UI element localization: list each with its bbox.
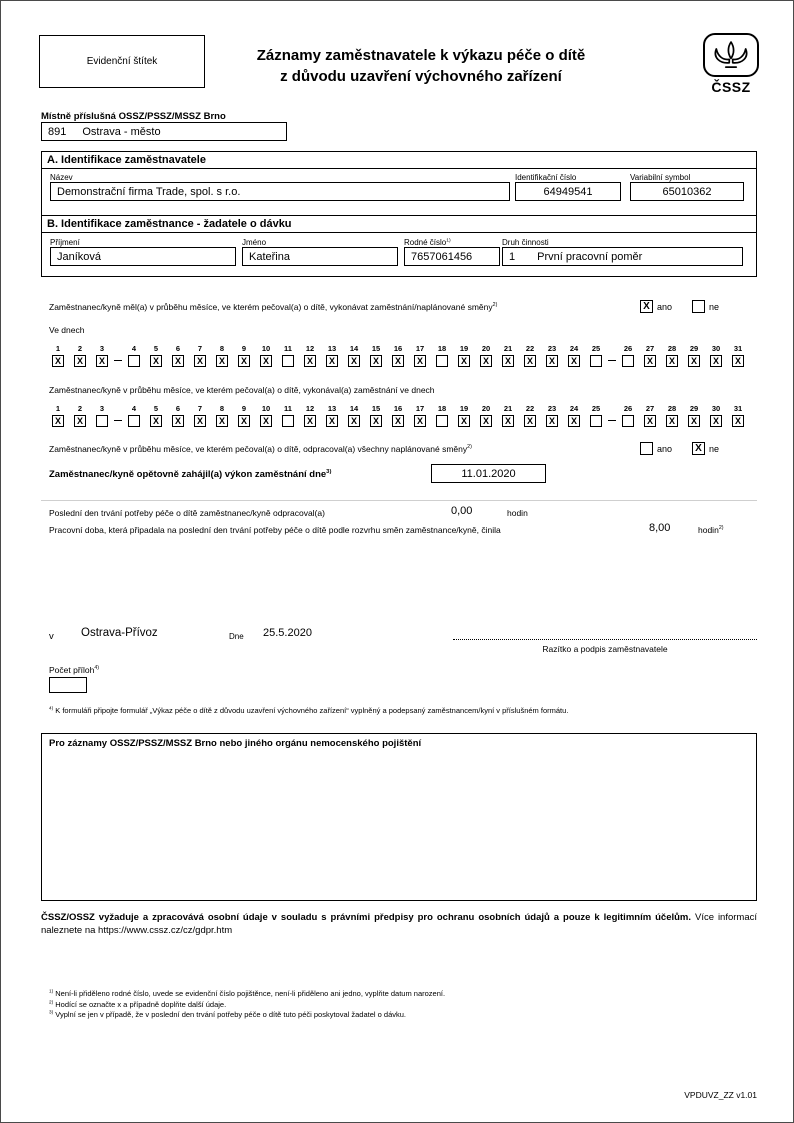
q-all-shifts-ano-checkbox[interactable] <box>640 442 653 455</box>
day-number: 20 <box>481 404 491 413</box>
section-a <box>41 151 757 216</box>
day-cell <box>123 404 145 427</box>
rodne-cislo-label <box>404 238 451 247</box>
day-checkbox[interactable]: X <box>688 355 700 367</box>
day-cell <box>387 344 409 367</box>
day-cell <box>519 344 541 367</box>
day-checkbox[interactable] <box>590 415 602 427</box>
day-checkbox[interactable]: X <box>238 415 250 427</box>
day-number: 25 <box>591 404 601 413</box>
ossz-name: Ostrava - město <box>82 125 161 138</box>
form-version: VPDUVZ_ZZ v1.01 <box>684 1090 757 1100</box>
day-number: 27 <box>645 344 655 353</box>
records-box-title: Pro záznamy OSSZ/PSSZ/MSSZ Brno nebo jiného orgánu nemocenského pojištění <box>49 738 422 749</box>
footnote-2-sup: 2) <box>49 999 54 1004</box>
druh-cinnosti-field[interactable] <box>502 247 743 266</box>
day-checkbox[interactable]: X <box>414 415 426 427</box>
day-cell <box>91 344 113 367</box>
footnote-1 <box>49 989 749 1000</box>
q-planned-text-main: Zaměstnanec/kyně měl(a) v průběhu měsíce, ve kterém pečoval(a) o dítě, vykonávat zaměstnání/naplánované směny <box>49 301 493 312</box>
day-checkbox[interactable]: X <box>666 355 678 367</box>
day-cell <box>211 344 233 367</box>
day-cell <box>705 404 727 427</box>
day-cell <box>617 404 639 427</box>
day-cell <box>453 344 475 367</box>
section-a-title: A. Identifikace zaměstnavatele <box>42 152 756 169</box>
day-checkbox[interactable]: X <box>260 415 272 427</box>
day-checkbox[interactable]: X <box>392 415 404 427</box>
day-separator <box>607 344 617 367</box>
day-number: 27 <box>645 404 655 413</box>
day-checkbox[interactable]: X <box>326 355 338 367</box>
day-cell <box>299 344 321 367</box>
day-checkbox[interactable]: X <box>644 355 656 367</box>
day-number: 3 <box>99 344 105 353</box>
day-number: 4 <box>131 344 137 353</box>
q-planned-ne-label: ne <box>708 301 719 312</box>
day-checkbox[interactable] <box>282 355 294 367</box>
day-checkbox[interactable] <box>96 415 108 427</box>
day-number: 13 <box>327 344 337 353</box>
attachments-note-text: K formuláři připojte formulář „Výkaz péče o dítě z důvodu uzavření výchovného zařízení“ vyplněný a podepsaný zaměstnancem/kyní v příslušném formátu. <box>55 706 569 715</box>
hours-worked-unit: hodin <box>507 508 528 518</box>
resume-label-text: Zaměstnanec/kyně opětovně zahájil(a) výkon zaměstnání dne <box>49 469 327 480</box>
day-number: 23 <box>547 344 557 353</box>
hours-scheduled-text: Pracovní doba, která připadala na poslední den trvání potřeby péče o dítě podle rozvrhu směn zaměstnance/kyně, činila <box>49 525 501 535</box>
day-cell <box>47 404 69 427</box>
day-checkbox[interactable] <box>436 415 448 427</box>
day-number: 29 <box>689 404 699 413</box>
day-checkbox[interactable] <box>590 355 602 367</box>
day-checkbox[interactable]: X <box>348 355 360 367</box>
evidence-label-box <box>39 35 205 88</box>
rodne-cislo-field[interactable] <box>404 247 500 266</box>
day-number: 31 <box>733 344 743 353</box>
day-cell <box>365 344 387 367</box>
hours-scheduled-unit <box>698 525 724 535</box>
day-checkbox[interactable]: X <box>52 415 64 427</box>
day-cell <box>661 404 683 427</box>
day-checkbox[interactable]: X <box>74 355 86 367</box>
day-checkbox[interactable]: X <box>74 415 86 427</box>
day-number: 12 <box>305 404 315 413</box>
day-number: 8 <box>219 404 225 413</box>
day-number: 22 <box>525 344 535 353</box>
resume-sup: 3) <box>326 468 332 475</box>
day-cell <box>541 344 563 367</box>
section-divider <box>41 500 757 501</box>
day-cell <box>69 404 91 427</box>
day-cell <box>167 404 189 427</box>
day-separator <box>607 404 617 427</box>
page-title-line1: Záznamy zaměstnavatele k výkazu péče o dítě <box>256 47 586 64</box>
day-cell <box>585 404 607 427</box>
day-checkbox[interactable]: X <box>370 415 382 427</box>
day-checkbox[interactable]: X <box>546 355 558 367</box>
day-number: 2 <box>77 404 83 413</box>
day-number: 6 <box>175 344 181 353</box>
day-cell <box>727 404 749 427</box>
section-b-title: B. Identifikace zaměstnance - žadatele o dávku <box>42 216 756 233</box>
footnote-2 <box>49 1000 749 1011</box>
attachments-note <box>49 706 749 717</box>
day-cell <box>617 344 639 367</box>
day-checkbox[interactable]: X <box>732 415 744 427</box>
day-cell <box>431 404 453 427</box>
druh-cinnosti-value: První pracovní poměr <box>537 250 643 263</box>
footnote-2-text: Hodící se označte x a případně doplňte další údaje. <box>55 999 227 1009</box>
day-checkbox[interactable]: X <box>172 415 184 427</box>
day-checkbox[interactable]: X <box>710 355 722 367</box>
day-cell <box>585 344 607 367</box>
day-checkbox[interactable]: X <box>52 355 64 367</box>
gdpr-notice <box>41 911 757 937</box>
ic-field[interactable] <box>515 182 621 201</box>
day-number: 21 <box>503 344 513 353</box>
resume-date-field[interactable] <box>431 464 546 483</box>
ossz-field[interactable] <box>41 122 287 141</box>
day-checkbox[interactable] <box>622 415 634 427</box>
day-number: 12 <box>305 344 315 353</box>
day-number: 2 <box>77 344 83 353</box>
day-cell <box>683 344 705 367</box>
day-number: 15 <box>371 344 381 353</box>
q-all-shifts-text-main: Zaměstnanec/kyně v průběhu měsíce, ve kterém pečoval(a) o dítě, odpracoval(a) všechny naplánované směny <box>49 443 468 454</box>
rodne-cislo-sup: 1) <box>446 238 451 244</box>
day-number: 31 <box>733 404 743 413</box>
footnote-1-sup: 1) <box>49 988 54 994</box>
hours-scheduled-unit-sup: 2) <box>718 525 724 532</box>
day-cell <box>321 344 343 367</box>
day-cell <box>563 404 585 427</box>
day-checkbox[interactable]: X <box>194 415 206 427</box>
prijmeni-label: Příjmení <box>50 238 80 247</box>
attachments-note-sup: 4) <box>49 705 54 711</box>
footnote-3 <box>49 1010 749 1021</box>
day-number: 30 <box>711 344 721 353</box>
stamp-signature-line <box>453 630 757 640</box>
day-checkbox[interactable] <box>128 415 140 427</box>
day-number: 19 <box>459 404 469 413</box>
day-cell <box>321 404 343 427</box>
attachments-label <box>49 665 99 675</box>
nazev-label: Název <box>50 173 73 182</box>
day-checkbox[interactable] <box>436 355 448 367</box>
day-cell <box>497 404 519 427</box>
day-checkbox[interactable]: X <box>304 355 316 367</box>
hours-scheduled-value: 8,00 <box>649 522 671 534</box>
day-checkbox[interactable]: X <box>370 355 382 367</box>
day-number: 24 <box>569 344 579 353</box>
day-cell <box>299 404 321 427</box>
day-cell <box>343 344 365 367</box>
day-cell <box>639 404 661 427</box>
gdpr-more-info: Více informací naleznete na https://www.cssz.cz/cz/gdpr.htm <box>41 912 758 936</box>
nazev-field[interactable] <box>50 182 510 201</box>
q-planned-sup: 2) <box>492 301 498 308</box>
day-separator <box>113 344 123 367</box>
q-planned-text <box>49 302 497 312</box>
day-checkbox[interactable]: X <box>502 415 514 427</box>
q-worked-text: Zaměstnanec/kyně v průběhu měsíce, ve kterém pečoval(a) o dítě, vykonával(a) zaměstnání ve dnech <box>49 385 435 395</box>
ve-dnech-label: Ve dnech <box>49 325 85 335</box>
day-number: 30 <box>711 404 721 413</box>
day-checkbox[interactable] <box>128 355 140 367</box>
day-number: 17 <box>415 344 425 353</box>
day-number: 14 <box>349 344 359 353</box>
tulip-icon <box>712 40 750 70</box>
day-cell <box>189 404 211 427</box>
day-number: 5 <box>153 344 159 353</box>
day-checkbox[interactable]: X <box>348 415 360 427</box>
day-number: 28 <box>667 344 677 353</box>
day-number: 18 <box>437 344 447 353</box>
q-all-shifts-answers <box>640 442 719 455</box>
page-title-line2: z důvodu uzavření výchovného zařízení <box>280 68 562 85</box>
vs-label: Variabilní symbol <box>630 173 691 182</box>
day-number: 26 <box>623 344 633 353</box>
day-number: 7 <box>197 344 203 353</box>
day-checkbox[interactable]: X <box>568 415 580 427</box>
day-number: 29 <box>689 344 699 353</box>
q-all-shifts-ne-checkbox[interactable]: X <box>692 442 705 455</box>
druh-cinnosti-label: Druh činnosti <box>502 238 549 247</box>
day-cell <box>233 344 255 367</box>
day-cell <box>683 404 705 427</box>
day-cell <box>189 344 211 367</box>
day-cell <box>541 404 563 427</box>
hours-worked-value: 0,00 <box>451 505 473 517</box>
q-all-shifts-sup: 2) <box>467 443 472 450</box>
day-cell <box>431 344 453 367</box>
day-number: 16 <box>393 404 403 413</box>
day-cell <box>211 404 233 427</box>
day-number: 10 <box>261 404 271 413</box>
footnote-3-sup: 3) <box>49 1009 54 1015</box>
day-cell <box>343 404 365 427</box>
day-cell <box>727 344 749 367</box>
day-checkbox[interactable] <box>282 415 294 427</box>
day-cell <box>69 344 91 367</box>
day-number: 15 <box>371 404 381 413</box>
day-cell <box>497 344 519 367</box>
day-cell <box>47 344 69 367</box>
day-number: 28 <box>667 404 677 413</box>
attachments-sup: 4) <box>94 665 100 672</box>
date-value: 25.5.2020 <box>263 627 312 639</box>
day-checkbox[interactable]: X <box>688 415 700 427</box>
records-box <box>41 733 757 901</box>
jmeno-value: Kateřina <box>249 250 290 263</box>
day-number: 8 <box>219 344 225 353</box>
rodne-cislo-value: 7657061456 <box>411 250 473 263</box>
day-number: 9 <box>241 404 247 413</box>
day-checkbox[interactable]: X <box>524 415 536 427</box>
day-number: 22 <box>525 404 535 413</box>
date-label: Dne <box>229 632 244 641</box>
day-checkbox[interactable]: X <box>172 355 184 367</box>
stamp-signature-label: Razítko a podpis zaměstnavatele <box>542 644 668 654</box>
q-planned-ano-checkbox[interactable]: X <box>640 300 653 313</box>
day-number: 20 <box>481 344 491 353</box>
day-cell <box>661 344 683 367</box>
day-checkbox[interactable]: X <box>480 355 492 367</box>
day-cell <box>277 404 299 427</box>
day-checkbox[interactable]: X <box>304 415 316 427</box>
day-checkbox[interactable]: X <box>216 415 228 427</box>
day-number: 25 <box>591 344 601 353</box>
resume-label <box>49 469 331 480</box>
q-planned-ano-label: ano <box>656 301 672 312</box>
day-checkbox[interactable]: X <box>546 415 558 427</box>
day-checkbox[interactable]: X <box>524 355 536 367</box>
cssz-logo-frame <box>703 33 759 77</box>
day-number: 23 <box>547 404 557 413</box>
day-checkbox[interactable]: X <box>458 355 470 367</box>
ic-label: Identifikační číslo <box>515 173 577 182</box>
day-checkbox[interactable]: X <box>194 355 206 367</box>
day-cell <box>705 344 727 367</box>
day-number: 21 <box>503 404 513 413</box>
place-prefix-label: v <box>49 631 54 642</box>
planned-days-grid <box>47 344 749 367</box>
day-checkbox[interactable]: X <box>216 355 228 367</box>
day-number: 7 <box>197 404 203 413</box>
footnotes <box>49 989 749 1021</box>
day-checkbox[interactable]: X <box>392 355 404 367</box>
footnote-1-text: Není-li přiděleno rodné číslo, uvede se evidenční číslo pojištěnce, není-li přiděleno ani jedno, vyplňte datum narození. <box>55 989 446 998</box>
day-checkbox[interactable]: X <box>644 415 656 427</box>
day-cell <box>91 404 113 427</box>
day-cell <box>519 404 541 427</box>
cssz-logo <box>702 33 760 95</box>
day-cell <box>277 344 299 367</box>
ic-value: 64949541 <box>543 185 593 198</box>
day-checkbox[interactable]: X <box>710 415 722 427</box>
day-cell <box>145 344 167 367</box>
day-checkbox[interactable]: X <box>150 415 162 427</box>
day-number: 19 <box>459 344 469 353</box>
place-value: Ostrava-Přívoz <box>81 627 158 639</box>
day-cell <box>475 344 497 367</box>
day-cell <box>365 404 387 427</box>
attachments-label-text: Počet příloh <box>49 665 95 675</box>
day-number: 1 <box>55 344 61 353</box>
q-all-shifts-text <box>49 444 472 454</box>
prijmeni-field[interactable] <box>50 247 236 266</box>
day-number: 11 <box>284 404 292 413</box>
day-number: 3 <box>99 404 105 413</box>
day-cell <box>409 344 431 367</box>
day-checkbox[interactable] <box>622 355 634 367</box>
day-number: 4 <box>131 404 137 413</box>
day-checkbox[interactable]: X <box>502 355 514 367</box>
day-number: 17 <box>415 404 425 413</box>
day-checkbox[interactable]: X <box>238 355 250 367</box>
q-planned-answers <box>640 300 719 313</box>
day-cell <box>167 344 189 367</box>
jmeno-field[interactable] <box>242 247 398 266</box>
q-planned-row <box>49 300 719 313</box>
day-checkbox[interactable]: X <box>458 415 470 427</box>
q-all-shifts-ano-label: ano <box>656 443 672 454</box>
day-separator <box>113 404 123 427</box>
day-number: 18 <box>437 404 447 413</box>
resume-date-value: 11.01.2020 <box>461 467 516 480</box>
jmeno-label: Jméno <box>242 238 267 247</box>
day-cell <box>123 344 145 367</box>
day-number: 14 <box>349 404 359 413</box>
ossz-label: Místně příslušná OSSZ/PSSZ/MSSZ Brno <box>41 111 226 122</box>
day-number: 26 <box>623 404 633 413</box>
vs-field[interactable] <box>630 182 744 201</box>
gdpr-bold-text: ČSSZ/OSSZ vyžaduje a zpracovává osobní údaje v souladu s právními předpisy pro ochranu osobních údajů a pouze k legitimním účelům. <box>41 912 692 923</box>
day-cell <box>639 344 661 367</box>
day-cell <box>255 344 277 367</box>
day-number: 9 <box>241 344 247 353</box>
q-all-shifts-row <box>49 442 719 455</box>
day-number: 11 <box>284 344 292 353</box>
day-cell <box>475 404 497 427</box>
cssz-logo-text: ČSSZ <box>711 79 751 95</box>
evidence-label: Evidenční štítek <box>86 56 158 67</box>
attachments-count-field[interactable] <box>49 677 87 693</box>
vs-value: 65010362 <box>662 185 712 198</box>
day-cell <box>145 404 167 427</box>
day-checkbox[interactable]: X <box>414 355 426 367</box>
day-cell <box>255 404 277 427</box>
day-number: 6 <box>175 404 181 413</box>
druh-cinnosti-code: 1 <box>509 250 516 263</box>
q-all-shifts-ne-label: ne <box>708 443 719 454</box>
worked-days-grid <box>47 404 749 427</box>
day-checkbox[interactable]: X <box>568 355 580 367</box>
ossz-code: 891 <box>48 125 67 138</box>
day-number: 24 <box>569 404 579 413</box>
day-cell <box>563 344 585 367</box>
day-checkbox[interactable]: X <box>150 355 162 367</box>
day-cell <box>233 404 255 427</box>
rodne-cislo-label-text: Rodné číslo <box>404 238 447 247</box>
day-checkbox[interactable]: X <box>480 415 492 427</box>
footnote-3-text: Vyplní se jen v případě, že v poslední den trvání potřeby péče o dítě tuto péči poskytoval žadatel o dávku. <box>55 1010 407 1019</box>
day-number: 16 <box>393 344 403 353</box>
day-checkbox[interactable]: X <box>326 415 338 427</box>
prijmeni-value: Janíková <box>57 250 102 263</box>
day-cell <box>409 404 431 427</box>
hours-worked-text: Poslední den trvání potřeby péče o dítě zaměstnanec/kyně odpracoval(a) <box>49 508 325 518</box>
hours-scheduled-unit-text: hodin <box>698 525 719 535</box>
day-number: 5 <box>153 404 159 413</box>
section-b <box>41 215 757 277</box>
q-planned-ne-checkbox[interactable] <box>692 300 705 313</box>
day-checkbox[interactable]: X <box>96 355 108 367</box>
day-checkbox[interactable]: X <box>732 355 744 367</box>
day-number: 1 <box>55 404 61 413</box>
day-checkbox[interactable]: X <box>260 355 272 367</box>
day-cell <box>387 404 409 427</box>
day-number: 13 <box>327 404 337 413</box>
day-number: 10 <box>261 344 271 353</box>
nazev-value: Demonstrační firma Trade, spol. s r.o. <box>57 185 241 198</box>
page-title <box>191 45 651 87</box>
day-checkbox[interactable]: X <box>666 415 678 427</box>
day-cell <box>453 404 475 427</box>
